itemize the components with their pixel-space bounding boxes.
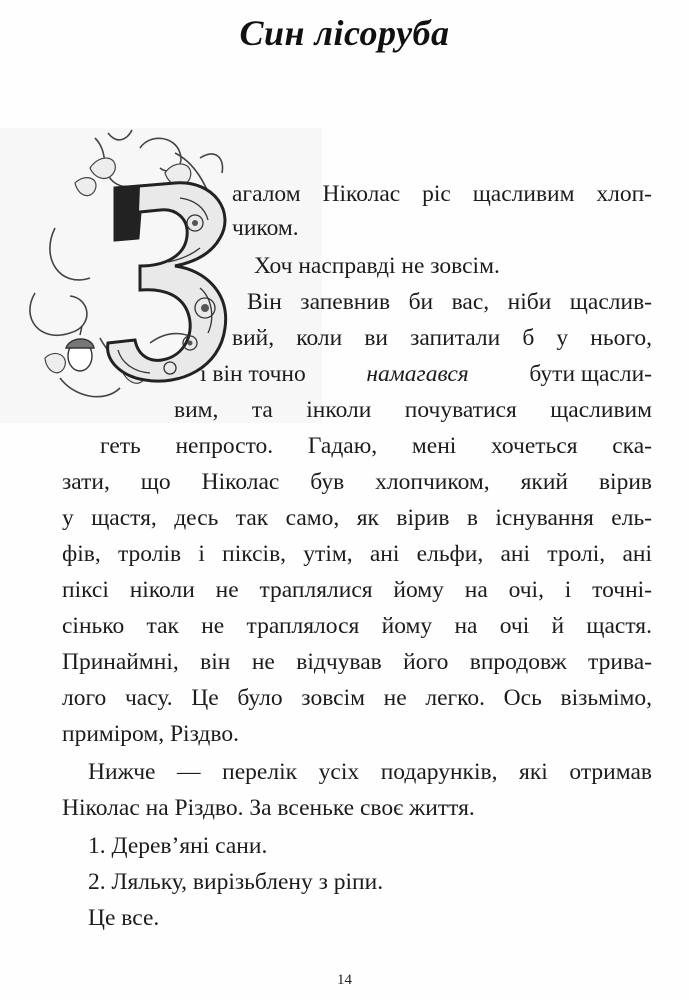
text-line-6-end: бути щасли- [523, 361, 652, 387]
text-line-6 [200, 356, 652, 392]
text-line-final: Це все. [88, 905, 160, 931]
text-line-12: піксі ніколи не траплялися йому на очі, і точні- [62, 577, 652, 603]
text-line-8: геть непросто. Гадаю, мені хочеться ска- [100, 433, 652, 459]
text-line-7: вим, та інколи почуватися щасливим [174, 397, 652, 423]
text-line-14: Принаймні, він не відчував його впродовж трива- [62, 649, 652, 675]
text-line-5: вий, коли ви запитали б у нього, [232, 325, 652, 351]
text-line-1: агалом Ніколас ріс щасливим хлоп- [232, 181, 652, 207]
list-item-2: 2. Ляльку, вирізьблену з ріпи. [88, 869, 384, 895]
text-line-11: фів, тролів і піксів, утім, ані ельфи, ані тролі, ані [62, 541, 652, 567]
text-line-17: Нижче — перелік усіх подарунків, які отримав [88, 759, 652, 785]
text-line-16: приміром, Різдво. [62, 721, 239, 747]
text-line-13: сінько так не траплялося йому на очі й щастя. [62, 613, 652, 639]
text-line-18: Ніколас на Різдво. За всеньке своє життя. [62, 795, 475, 821]
text-line-4: Він запевнив би вас, ніби щаслив- [247, 289, 652, 315]
chapter-title: Син лісоруба [239, 13, 450, 53]
text-line-15: лого часу. Це було зовсім не легко. Ось візьмімо, [62, 685, 652, 711]
text-line-9: зати, що Ніколас був хлопчиком, який вірив [62, 469, 652, 495]
text-emphasis: намагався [366, 361, 469, 387]
text-line-10: у щастя, десь так само, як вірив в існування ель- [62, 505, 652, 531]
text-line-6-start: і він точно [200, 361, 312, 387]
list-item-1: 1. Дерев’яні сани. [88, 833, 268, 859]
page-number: 14 [337, 972, 352, 988]
text-line-2: чиком. [232, 215, 299, 241]
text-line-3: Хоч насправді не зовсім. [254, 253, 500, 279]
